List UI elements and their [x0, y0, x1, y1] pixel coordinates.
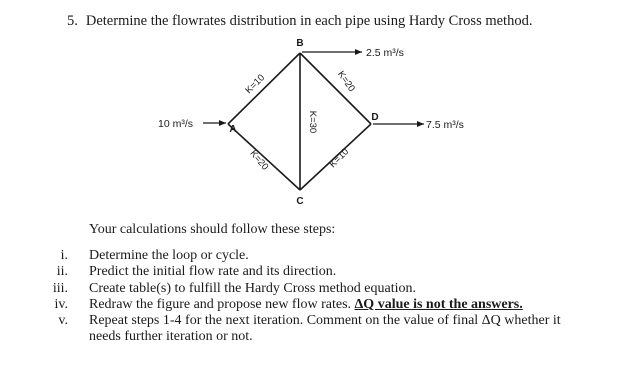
list-item: [0, 281, 640, 297]
steps-list: [0, 248, 640, 346]
step-number: iii.: [52, 280, 68, 296]
step-text: Predict the initial flow rate and its direction.: [89, 264, 337, 280]
step-text: Repeat steps 1-4 for the next iteration. Comment on the value of final ΔQ whether it needs further iteration or not.: [89, 313, 561, 345]
outflow-label-d: 7.5 m³/s: [426, 119, 464, 131]
pipe-a-b: [228, 53, 300, 124]
step-number: ii.: [56, 264, 68, 280]
step-text: Create table(s) to fulfill the Hardy Cross method equation.: [89, 280, 416, 296]
node-label-d: D: [371, 112, 379, 123]
step-number: iv.: [54, 296, 68, 312]
list-item: [0, 297, 640, 313]
pipe-label-a-c: K=20: [247, 148, 271, 173]
list-item: [0, 313, 640, 346]
question-text: Determine the flowrates distribution in each pipe using Hardy Cross method.: [85, 13, 533, 29]
list-item: [0, 248, 640, 264]
pipe-label-c-d: K=10: [327, 146, 352, 171]
step-number: i.: [60, 248, 68, 263]
outflow-label-b: 2.5 m³/s: [366, 47, 404, 59]
step-emphasis-note: ΔQ value is not the answers.: [354, 296, 523, 312]
question-number: 5.: [67, 13, 78, 29]
step-text: Determine the loop or cycle.: [89, 248, 249, 263]
node-label-b: B: [296, 38, 304, 49]
pipe-label-b-c: K=30: [307, 110, 318, 134]
node-label-c: C: [296, 196, 304, 207]
step-text: Redraw the figure and propose new flow rates.: [89, 296, 355, 312]
node-label-a: A: [229, 124, 237, 135]
steps-intro: Your calculations should follow these steps:: [89, 222, 336, 237]
step-number: v.: [58, 313, 68, 329]
pipe-label-a-b: K=10: [243, 72, 268, 97]
list-item: [0, 264, 640, 280]
inflow-label: 10 m³/s: [158, 118, 194, 130]
pipe-label-b-d: K=20: [335, 69, 357, 94]
